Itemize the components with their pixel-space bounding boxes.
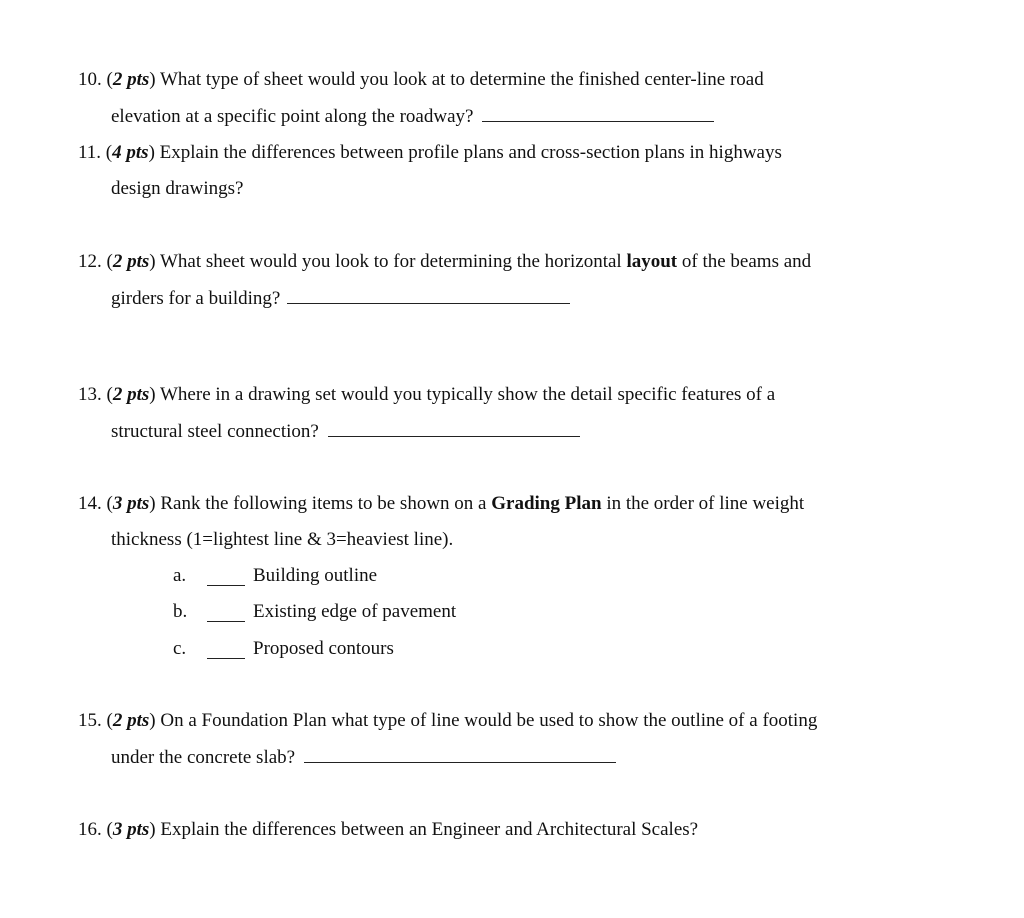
question-13-line-2: [111, 419, 580, 444]
question-text: Explain the differences between an Engineer and Architectural Scales?: [160, 819, 699, 840]
question-number: 11.: [78, 142, 102, 163]
answer-blank[interactable]: [287, 286, 570, 304]
answer-blank[interactable]: [328, 419, 580, 437]
question-text: girders for a building?: [111, 288, 281, 309]
question-text: thickness (1=lightest line & 3=heaviest line).: [111, 529, 454, 550]
question-text: What type of sheet would you look at to determine the finished center-line road: [160, 69, 764, 90]
rank-blank[interactable]: [207, 604, 245, 622]
question-11-line-2: [111, 177, 243, 201]
question-text: elevation at a specific point along the roadway?: [111, 106, 474, 127]
points-label: 2 pts: [112, 69, 150, 90]
rank-blank[interactable]: [207, 568, 245, 586]
emphasis-text: layout: [626, 251, 678, 272]
question-16-line-1: 16. (3 pts) Explain the differences between an Engineer and Architectural Scales?: [78, 819, 699, 840]
item-letter: a.: [173, 565, 187, 586]
question-14-line-1: 14. (3 pts) Rank the following items to be shown on a Grading Plan in the order of line weight: [78, 493, 805, 514]
question-number: 14.: [78, 493, 102, 514]
question-text: design drawings?: [111, 178, 244, 199]
question-text: Rank the following items to be shown on a: [160, 493, 487, 514]
item-letter: c.: [173, 638, 187, 659]
emphasis-text: Grading Plan: [491, 493, 602, 514]
points-label: 4 pts: [112, 142, 149, 163]
question-text: What sheet would you look to for determining the horizontal: [160, 251, 622, 272]
question-text: Where in a drawing set would you typically show the detail specific features of a: [160, 384, 776, 405]
question-text: under the concrete slab?: [111, 747, 296, 768]
item-letter: b.: [173, 601, 188, 622]
question-13-line-1: 13. (2 pts) Where in a drawing set would you typically show the detail specific features of a: [78, 384, 776, 405]
question-number: 12.: [78, 251, 102, 272]
question-text: Explain the differences between profile plans and cross-section plans in highways: [159, 142, 782, 163]
question-10-line-1: 10. (2 pts) What type of sheet would you look at to determine the finished center-line road: [78, 69, 764, 90]
question-12-line-2: [111, 286, 570, 311]
question-15-line-1: 15. (2 pts) On a Foundation Plan what type of line would be used to show the outline of a footing: [78, 710, 818, 731]
question-10-line-2: [111, 104, 714, 129]
points-label: 2 pts: [112, 384, 150, 405]
item-text: Building outline: [253, 565, 378, 586]
points-label: 3 pts: [112, 819, 150, 840]
answer-blank[interactable]: [304, 745, 616, 763]
points-label: 2 pts: [112, 710, 150, 731]
question-text: of the beams and: [681, 251, 812, 272]
item-text: Proposed contours: [253, 638, 394, 659]
question-number: 16.: [78, 819, 102, 840]
question-text: On a Foundation Plan what type of line would be used to show the outline of a footing: [160, 710, 818, 731]
item-text: Existing edge of pavement: [253, 601, 457, 622]
question-text: structural steel connection?: [111, 421, 319, 442]
answer-blank[interactable]: [482, 104, 714, 122]
question-number: 13.: [78, 384, 102, 405]
question-number: 10.: [78, 69, 102, 90]
question-12-line-1: 12. (2 pts) What sheet would you look to for determining the horizontal layout of the beams and: [78, 251, 812, 272]
points-label: 2 pts: [112, 251, 150, 272]
question-number: 15.: [78, 710, 102, 731]
rank-blank[interactable]: [207, 641, 245, 659]
question-14-line-2: [111, 528, 453, 552]
question-11-line-1: 11. (4 pts) Explain the differences between profile plans and cross-section plans in highways: [78, 142, 782, 163]
question-15-line-2: [111, 745, 616, 770]
question-text: in the order of line weight: [606, 493, 805, 514]
points-label: 3 pts: [112, 493, 150, 514]
